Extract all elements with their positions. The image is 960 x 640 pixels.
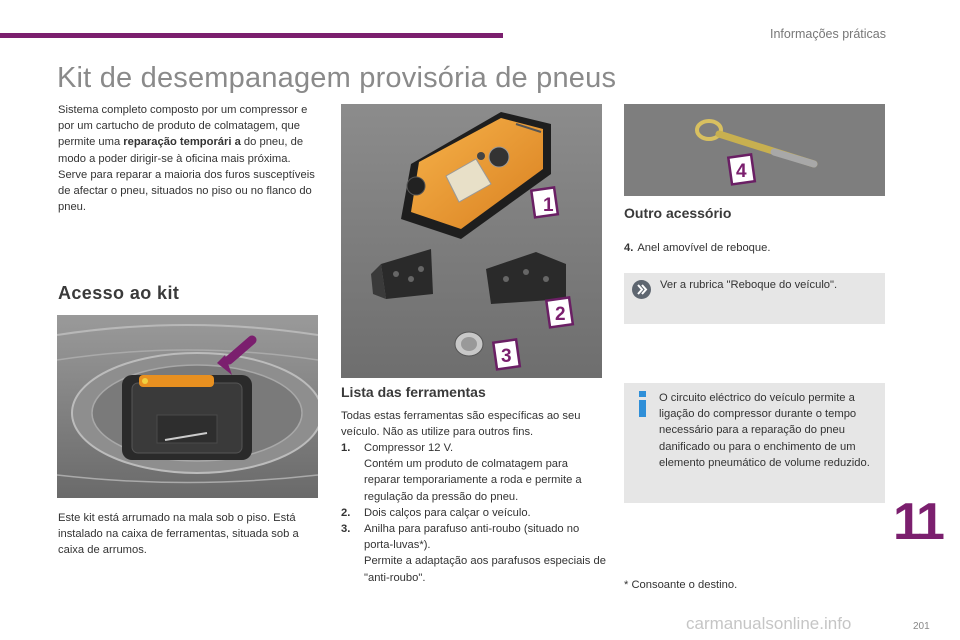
- watermark: carmanualsonline.info: [686, 614, 852, 633]
- list-item-detail: Permite a adaptação aos parafusos especiais de "anti-roubo".: [364, 555, 606, 584]
- accessory-item-number: 4.: [624, 242, 634, 254]
- accessory-item: [624, 242, 770, 254]
- chapter-number: 11: [893, 493, 942, 551]
- list-item: [341, 505, 607, 521]
- list-item-detail: Contém um produto de colmatagem para reparar temporariamente a roda e permite a regulação da pressão do pneu.: [364, 458, 582, 503]
- list-item: [341, 521, 607, 586]
- heading-lista: Lista das ferramentas: [341, 384, 486, 400]
- callout-3-label: 3: [501, 346, 512, 367]
- callout-3: [493, 339, 520, 369]
- heading-outro: Outro acessório: [624, 205, 732, 221]
- tool-list: [341, 440, 607, 586]
- intro-paragraph-2: Serve para reparar a maioria dos furos susceptíveis de afectar o pneu, situados no piso ou no flanco do pneu.: [58, 168, 315, 214]
- intro-paragraph-1: Sistema completo composto por um compressor e por um cartucho de produto de colmatagem, que permite uma reparação temporári a do pneu, de modo a poder dirigir-se à oficina mais próxima.: [58, 104, 308, 165]
- section-header: Informações práticas: [769, 27, 886, 41]
- list-item-text: Anilha para parafuso anti-roubo (situado no porta-luvas*).: [364, 523, 580, 552]
- callout-2-label: 2: [555, 304, 566, 325]
- reference-note: [624, 273, 885, 324]
- list-item-number: 1.: [341, 442, 351, 454]
- callout-2: [546, 297, 573, 327]
- list-item-text: Dois calços para calçar o veículo.: [364, 506, 531, 519]
- callout-1-label: 1: [543, 195, 554, 216]
- callout-4: [728, 154, 755, 184]
- reference-note-text: Ver a rubrica "Reboque do veículo".: [660, 279, 838, 291]
- acesso-text: Este kit está arrumado na mala sob o piso. Está instalado na caixa de ferramentas, situada sob a caixa de arrumos.: [58, 512, 299, 557]
- list-item-number: 3.: [341, 523, 351, 536]
- list-item: [341, 440, 607, 505]
- info-note: [624, 383, 885, 503]
- page-title: Kit de desempanagem provisória de pneus: [57, 62, 617, 94]
- heading-acesso: Acesso ao kit: [58, 283, 180, 303]
- info-icon: [635, 391, 651, 417]
- kit-photo: [341, 104, 602, 378]
- accessory-item-text: Anel amovível de reboque.: [637, 242, 771, 254]
- double-chevron-icon: [632, 280, 651, 299]
- footnote: * Consoante o destino.: [624, 579, 738, 591]
- intro-text: [58, 102, 320, 215]
- page-number: 201: [913, 621, 930, 632]
- lista-intro: Todas estas ferramentas são específicas ao seu veículo. Não as utilize para outros fins.: [341, 410, 581, 439]
- top-accent-bar: [0, 33, 503, 38]
- callout-4-label: 4: [736, 161, 747, 182]
- list-item-text: Compressor 12 V.: [364, 442, 454, 454]
- trunk-photo: [57, 315, 318, 498]
- list-item-number: 2.: [341, 506, 351, 519]
- info-note-text: O circuito eléctrico do veículo permite a ligação do compressor durante o tempo necessário para a reparação do pneu danificado ou para o enchimento de um elemento pneumático de volume reduzido.: [659, 392, 870, 469]
- towing-ring-photo: [624, 104, 885, 196]
- callout-1: [531, 187, 558, 217]
